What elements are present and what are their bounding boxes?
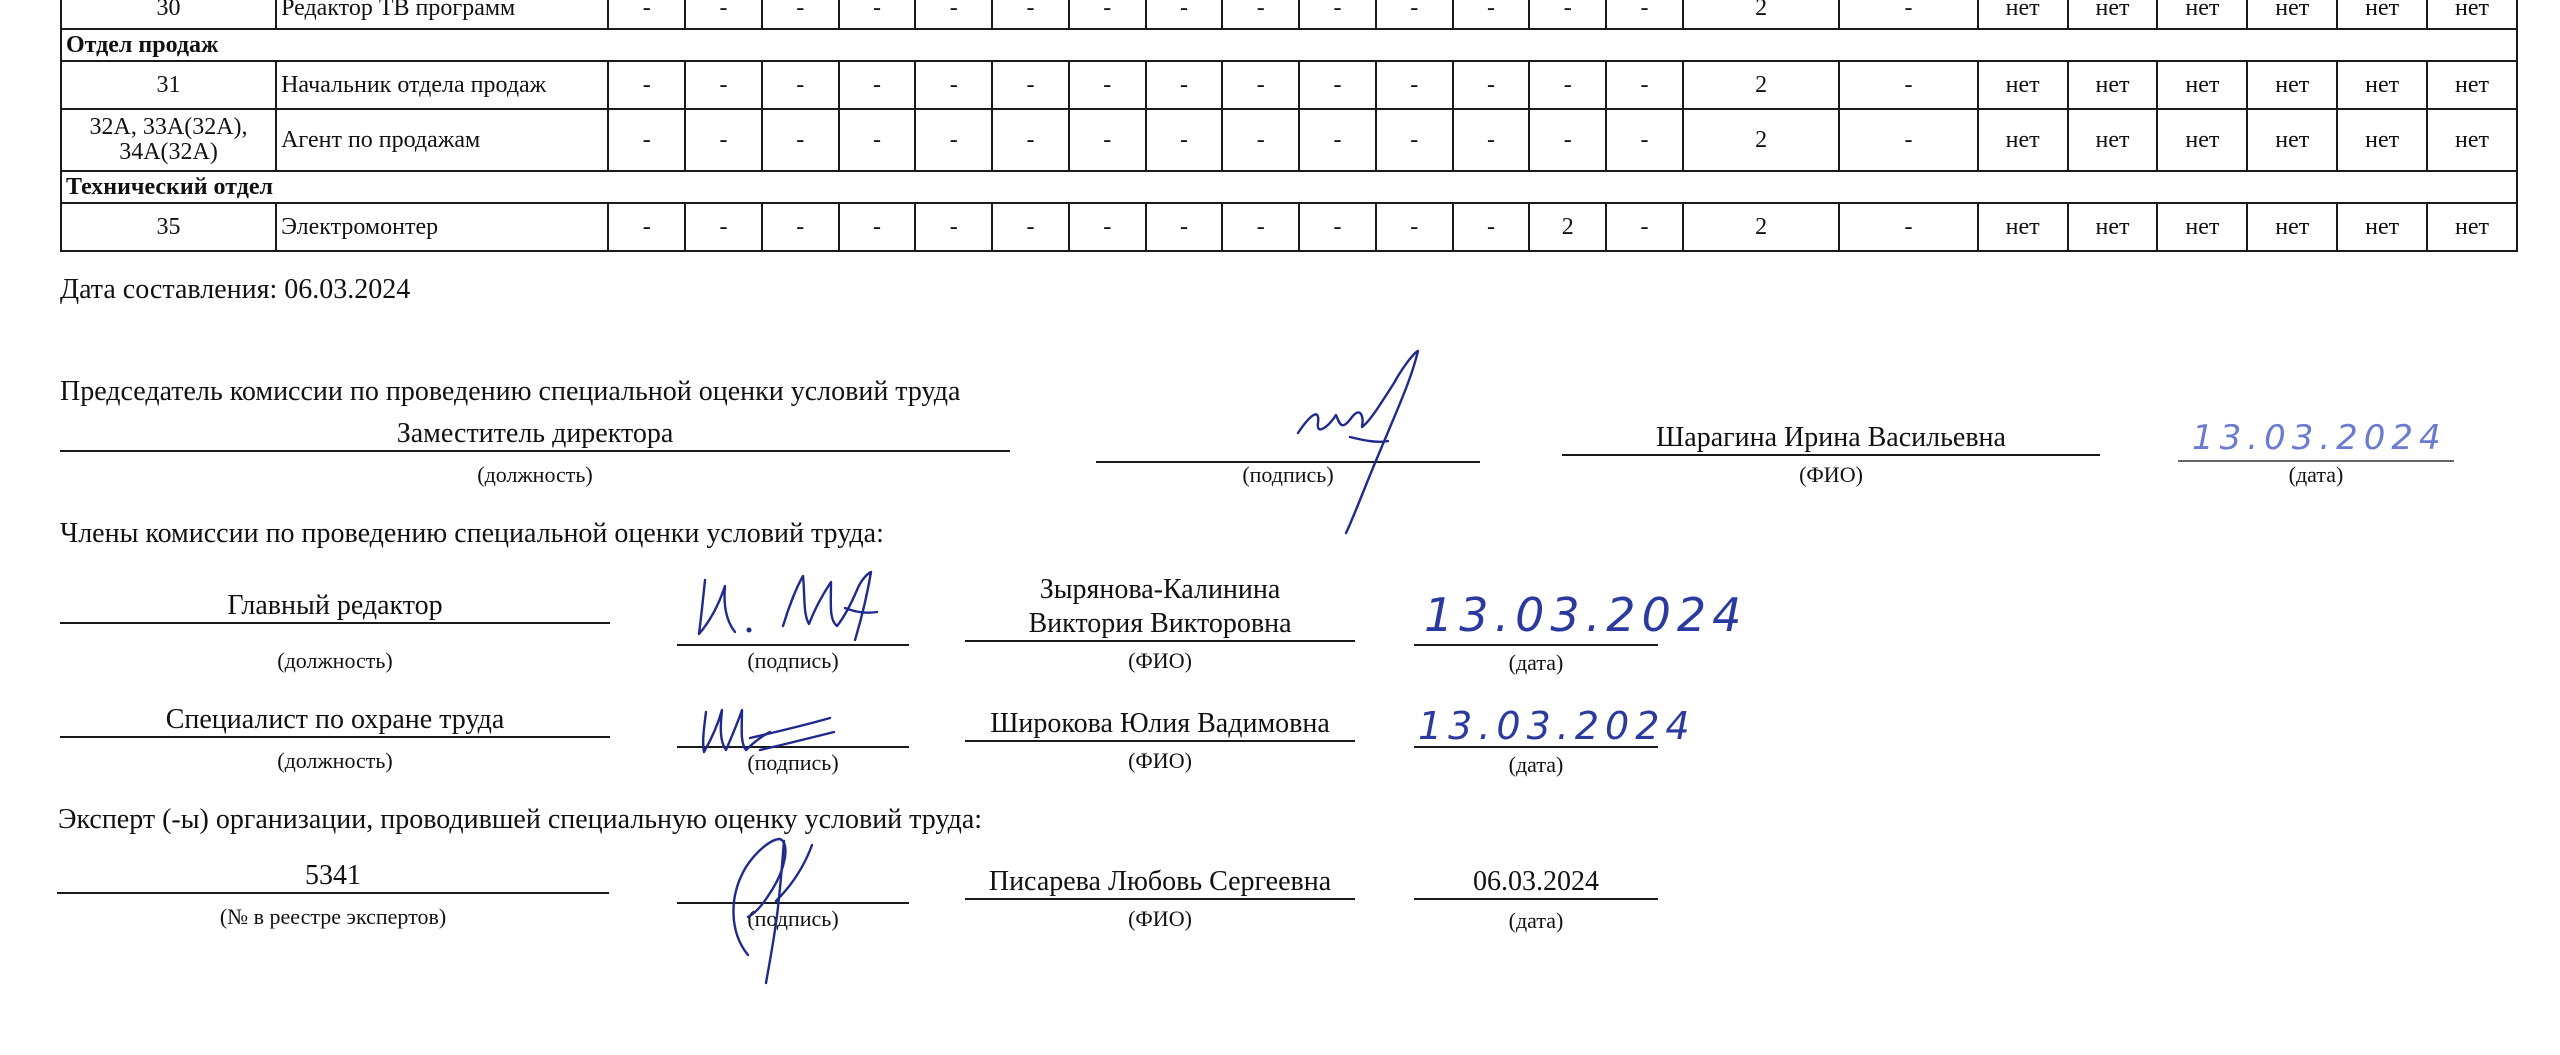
table-cell: - [1453,61,1530,109]
table-cell: - [839,61,916,109]
table-cell: нет [2247,109,2337,171]
table-cell: - [992,203,1069,251]
table-cell: - [915,109,992,171]
member-1-name-line1: Зырянова-Калинина [1039,574,1281,605]
table-cell: 2 [1683,0,1840,29]
table-cell: - [1606,61,1683,109]
expert-registry-number: 5341 [57,860,609,894]
caption-date: (дата) [1508,908,1564,933]
member-1-signature [685,560,900,645]
member-1-date: 13.03.2024 [1424,588,1748,642]
table-cell: - [839,0,916,29]
table-cell: нет [1978,0,2068,29]
caption-position: (должность) [277,748,393,773]
table-cell: - [1453,109,1530,171]
member-2-signature [690,700,840,760]
table-cell: - [1146,203,1223,251]
table-cell: 2 [1683,109,1840,171]
row-number: 30 [61,0,276,29]
table-cell: - [1529,109,1606,171]
table-cell: - [1376,61,1453,109]
table-cell: - [1222,109,1299,171]
row-number: 31 [61,61,276,109]
table-cell: - [1376,0,1453,29]
caption-date: (дата) [2288,462,2344,487]
compiled-date [60,274,410,306]
member-2-date: 13.03.2024 [1418,704,1696,748]
table-cell: нет [2427,109,2517,171]
table-cell: - [1069,203,1146,251]
table-cell: - [992,0,1069,29]
table-cell: 2 [1683,61,1840,109]
compiled-value: 06.03.2024 [284,274,411,305]
caption-fio: (ФИО) [1128,906,1192,931]
caption-registry: (№ в реестре экспертов) [219,904,447,929]
caption-fio: (ФИО) [1128,748,1192,773]
table-cell: - [1069,109,1146,171]
table-cell: нет [2157,61,2247,109]
table-cell: нет [2068,203,2158,251]
members-heading: Члены комиссии по проведению специальной оценки условий труда: [60,518,884,549]
table-cell: - [1453,0,1530,29]
table-cell: - [1299,109,1376,171]
chairman-heading: Председатель комиссии по проведению специальной оценки условий труда [60,376,961,407]
chairman-date: 13.03.2024 [2192,418,2447,458]
table-cell: - [762,0,839,29]
caption-signature: (подпись) [1242,462,1334,487]
table-cell: нет [1978,203,2068,251]
chairman-signature [1290,345,1450,540]
table-cell: - [685,0,762,29]
table-cell: нет [2247,203,2337,251]
department-title: Технический отдел [61,171,2517,203]
table-cell: - [1606,0,1683,29]
expert-heading: Эксперт (-ы) организации, проводившей специальную оценку условий труда: [58,804,983,835]
table-cell: нет [2157,109,2247,171]
table-cell: нет [2337,0,2427,29]
table-cell: - [915,0,992,29]
department-row [61,171,2517,203]
table-cell: - [685,61,762,109]
table-row [61,0,2517,29]
table-cell: - [685,203,762,251]
table-cell: - [1529,0,1606,29]
row-position: Начальник отдела продаж [276,61,608,109]
department-title: Отдел продаж [61,29,2517,61]
table-row [61,203,2517,251]
caption-position: (должность) [277,648,393,673]
table-cell: нет [2157,0,2247,29]
row-position: Редактор ТВ программ [276,0,608,29]
table-cell: нет [2247,61,2337,109]
row-number: 32А, 33А(32А), 34А(32А) [61,109,276,171]
table-cell: нет [2427,0,2517,29]
row-position: Электромонтер [276,203,608,251]
table-cell: - [1146,61,1223,109]
table-cell: - [1376,109,1453,171]
caption-date: (дата) [1508,752,1564,777]
table-cell: - [1529,61,1606,109]
table-cell: - [608,109,685,171]
table-cell: - [1376,203,1453,251]
table-cell: - [1146,0,1223,29]
table-cell: - [1222,0,1299,29]
table-cell: - [1839,203,1977,251]
table-cell: нет [2427,203,2517,251]
table-cell: - [839,109,916,171]
member-1-position: Главный редактор [60,590,610,624]
table-cell: - [1222,61,1299,109]
table-cell: нет [2337,109,2427,171]
table-cell: - [992,109,1069,171]
caption-signature: (подпись) [747,648,839,673]
department-row [61,29,2517,61]
table-cell: - [1299,61,1376,109]
table-cell: - [1839,109,1977,171]
table-cell: - [1222,203,1299,251]
table-cell: - [685,109,762,171]
table-cell: - [762,109,839,171]
caption-date: (дата) [1508,650,1564,675]
table-cell: нет [2068,61,2158,109]
table-cell: нет [2157,203,2247,251]
chairman-name: Шарагина Ирина Васильевна [1562,422,2100,456]
table-cell: - [1453,203,1530,251]
table-cell: - [915,61,992,109]
row-position: Агент по продажам [276,109,608,171]
table-row [61,109,2517,171]
table-cell: - [1069,61,1146,109]
caption-signature: (подпись) [747,906,839,931]
expert-signature [700,805,830,990]
table-cell: - [1606,203,1683,251]
table-cell: - [1606,109,1683,171]
chairman-position: Заместитель директора [60,418,1010,452]
caption-position: (должность) [477,462,593,487]
expert-name: Писарева Любовь Сергеевна [965,866,1355,900]
table-cell: нет [2337,61,2427,109]
table-cell: нет [1978,61,2068,109]
caption-fio: (ФИО) [1799,462,1863,487]
table-cell: нет [2427,61,2517,109]
member-2-name: Широкова Юлия Вадимовна [965,708,1355,742]
table-cell: - [1299,0,1376,29]
caption-fio: (ФИО) [1128,648,1192,673]
table-row [61,61,2517,109]
caption-signature: (подпись) [747,750,839,775]
table-cell: - [608,61,685,109]
table-cell: - [762,203,839,251]
row-number: 35 [61,203,276,251]
table-cell: - [1069,0,1146,29]
member-1-name-line2: Виктория Викторовна [965,608,1355,642]
table-cell: нет [2068,109,2158,171]
table-cell: нет [2337,203,2427,251]
table-cell: - [762,61,839,109]
table-cell: нет [2247,0,2337,29]
table-cell: - [915,203,992,251]
table-cell: - [1146,109,1223,171]
table-cell: - [1839,61,1977,109]
table-cell: - [992,61,1069,109]
expert-date: 06.03.2024 [1414,866,1658,900]
table-cell: нет [2068,0,2158,29]
compiled-label: Дата составления: [60,274,278,305]
table-cell: - [1299,203,1376,251]
table-cell: 2 [1683,203,1840,251]
table-cell: нет [1978,109,2068,171]
table-cell: - [839,203,916,251]
member-2-position: Специалист по охране труда [60,704,610,738]
table-cell: - [608,0,685,29]
table-cell: 2 [1529,203,1606,251]
table-cell: - [1839,0,1977,29]
table-cell: - [608,203,685,251]
sout-results-table [60,0,2518,252]
